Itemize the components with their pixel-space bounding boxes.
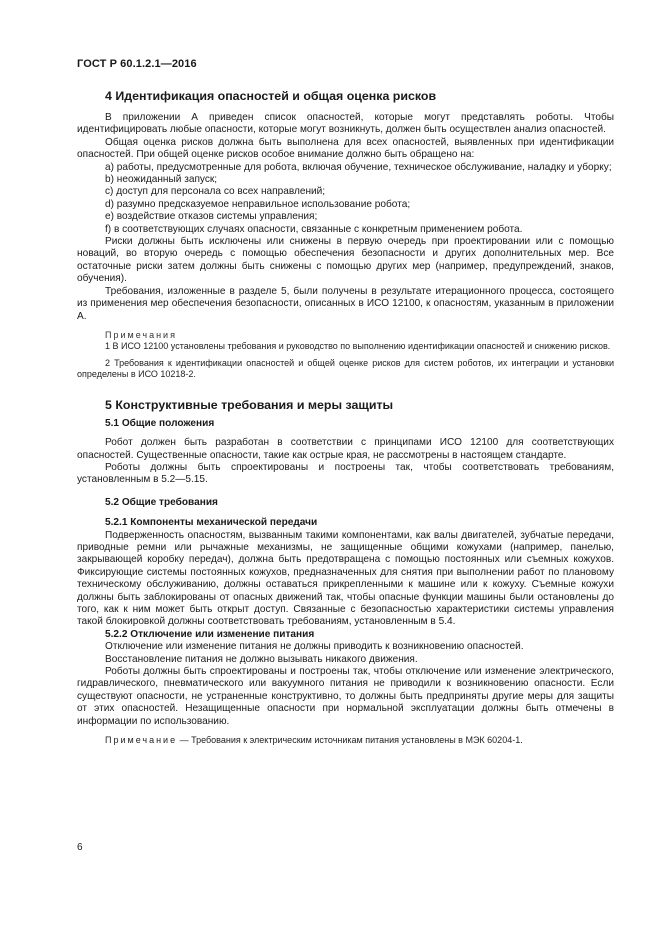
section-5-note	[77, 735, 614, 747]
section-4-paragraph-2: Общая оценка рисков должна быть выполнена для всех опасностей, выявленных при идентификации опасностей. При общей оценке рисков особое внимание должно быть обращено на:	[77, 136, 614, 161]
section-5-2-1-paragraph: Подверженность опасностям, вызванным такими компонентами, как валы двигателей, зубчатые передачи, приводные ремни или рычажные механизмы, не защищенные общими кожухами (например, панелью, закрывающей коробку передач), должна быть предотвращена с помощью постоянных или съемных кожухов. Фиксирующие системы постоянных кожухов, предназначенных для снятия при выполнении работ по плановому техническому обслуживанию, должны оставаться прикрепленными к машине или к кожуху. Съемные кожухи должны быть заблокированы от опасных движений так, чтобы опасные функции машины были остановлены до того, как к ним может быть открыт доступ. Связанные с безопасностью характеристики системы управления такой блокировкой должны соответствовать требованиям, установленным в 5.4.	[77, 529, 614, 628]
list-item-f: f) в соответствующих случаях опасности, связанные с конкретным применением робота.	[105, 223, 523, 235]
list-item-d: d) разумно предсказуемое неправильное использование робота;	[105, 198, 411, 210]
section-5-2-heading: 5.2 Общие требования	[105, 496, 218, 508]
notes-label: Примечания	[105, 329, 177, 340]
section-5-2-2-heading: 5.2.2 Отключение или изменение питания	[105, 628, 315, 640]
section-4-paragraph-1: В приложении А приведен список опасностей, которые могут представлять роботы. Чтобы идентифицировать любые опасности, которые могут возникнуть, должен быть осуществлен анализ опасностей.	[77, 112, 614, 136]
list-item-e: e) воздействие отказов системы управления;	[105, 211, 318, 223]
list-item-c: c) доступ для персонала со всех направлений;	[105, 186, 326, 198]
page-content	[77, 89, 614, 747]
section-5-note-text: — Требования к электрическим источникам питания установлены в МЭК 60204-1.	[177, 735, 523, 746]
list-item-a: a) работы, предусмотренные для робота, включая обучение, техническое обслуживание, наладку и уборку;	[105, 161, 612, 173]
document-header: ГОСТ Р 60.1.2.1—2016	[77, 58, 197, 70]
section-5-1-paragraph-2: Роботы должны быть спроектированы и построены так, чтобы соответствовать требованиям, установленным в 5.2—5.15.	[77, 461, 614, 486]
section-5-2-2-paragraph-1: Отключение или изменение питания не должны приводить к возникновению опасностей.	[105, 641, 524, 653]
section-5-heading: 5 Конструктивные требования и меры защиты	[105, 397, 394, 412]
list-item-b: b) неожиданный запуск;	[105, 174, 218, 186]
section-4-heading: 4 Идентификация опасностей и общая оценка рисков	[105, 89, 437, 103]
section-4-paragraph-4: Требования, изложенные в разделе 5, были получены в результате итерационного процесса, состоящего из применения мер обеспечения безопасности, описанных в ИСО 12100, к опасностям, указанным в приложении А.	[77, 285, 614, 322]
note-1: 1 В ИСО 12100 установлены требования и руководство по выполнению идентификации опасностей и снижению рисков.	[105, 340, 611, 351]
section-4-paragraph-3: Риски должны быть исключены или снижены в первую очередь при проектировании или с помощью новаций, во вторую очередь с помощью обеспечения безопасности и других дополнительных мер. Все остаточные риски затем должны быть снижены с помощью других мер (например, предупреждений, знаков, обучения).	[77, 236, 614, 285]
page-number: 6	[77, 842, 83, 853]
section-5-note-label: Примечание	[105, 735, 178, 746]
note-2: 2 Требования к идентификации опасностей и общей оценке рисков для систем роботов, их интеграции и установки определены в ИСО 10218-2.	[77, 357, 614, 380]
section-5-1-paragraph-1: Робот должен быть разработан в соответствии с принципами ИСО 12100 для соответствующих опасностей. Существенные опасности, такие как острые края, не рассмотрены в настоящем стандарте.	[77, 437, 614, 461]
section-5-2-2-paragraph-3: Роботы должны быть спроектированы и построены так, чтобы отключение или изменение электрического, гидравлического, пневматического или вакуумного питания не приводили к возникновению опасности. Если существуют опасности, не устраненные конструктивно, то должны быть предприняты другие меры для защиты от этих опасностей. Незащищенные опасности при нормальной эксплуатации должны быть отмечены в информации по использованию.	[77, 666, 614, 727]
section-5-1-heading: 5.1 Общие положения	[105, 417, 215, 429]
section-5-2-2-paragraph-2: Восстановление питания не должно вызывать никакого движения.	[105, 653, 418, 665]
section-5-2-1-heading: 5.2.1 Компоненты механической передачи	[105, 517, 318, 529]
